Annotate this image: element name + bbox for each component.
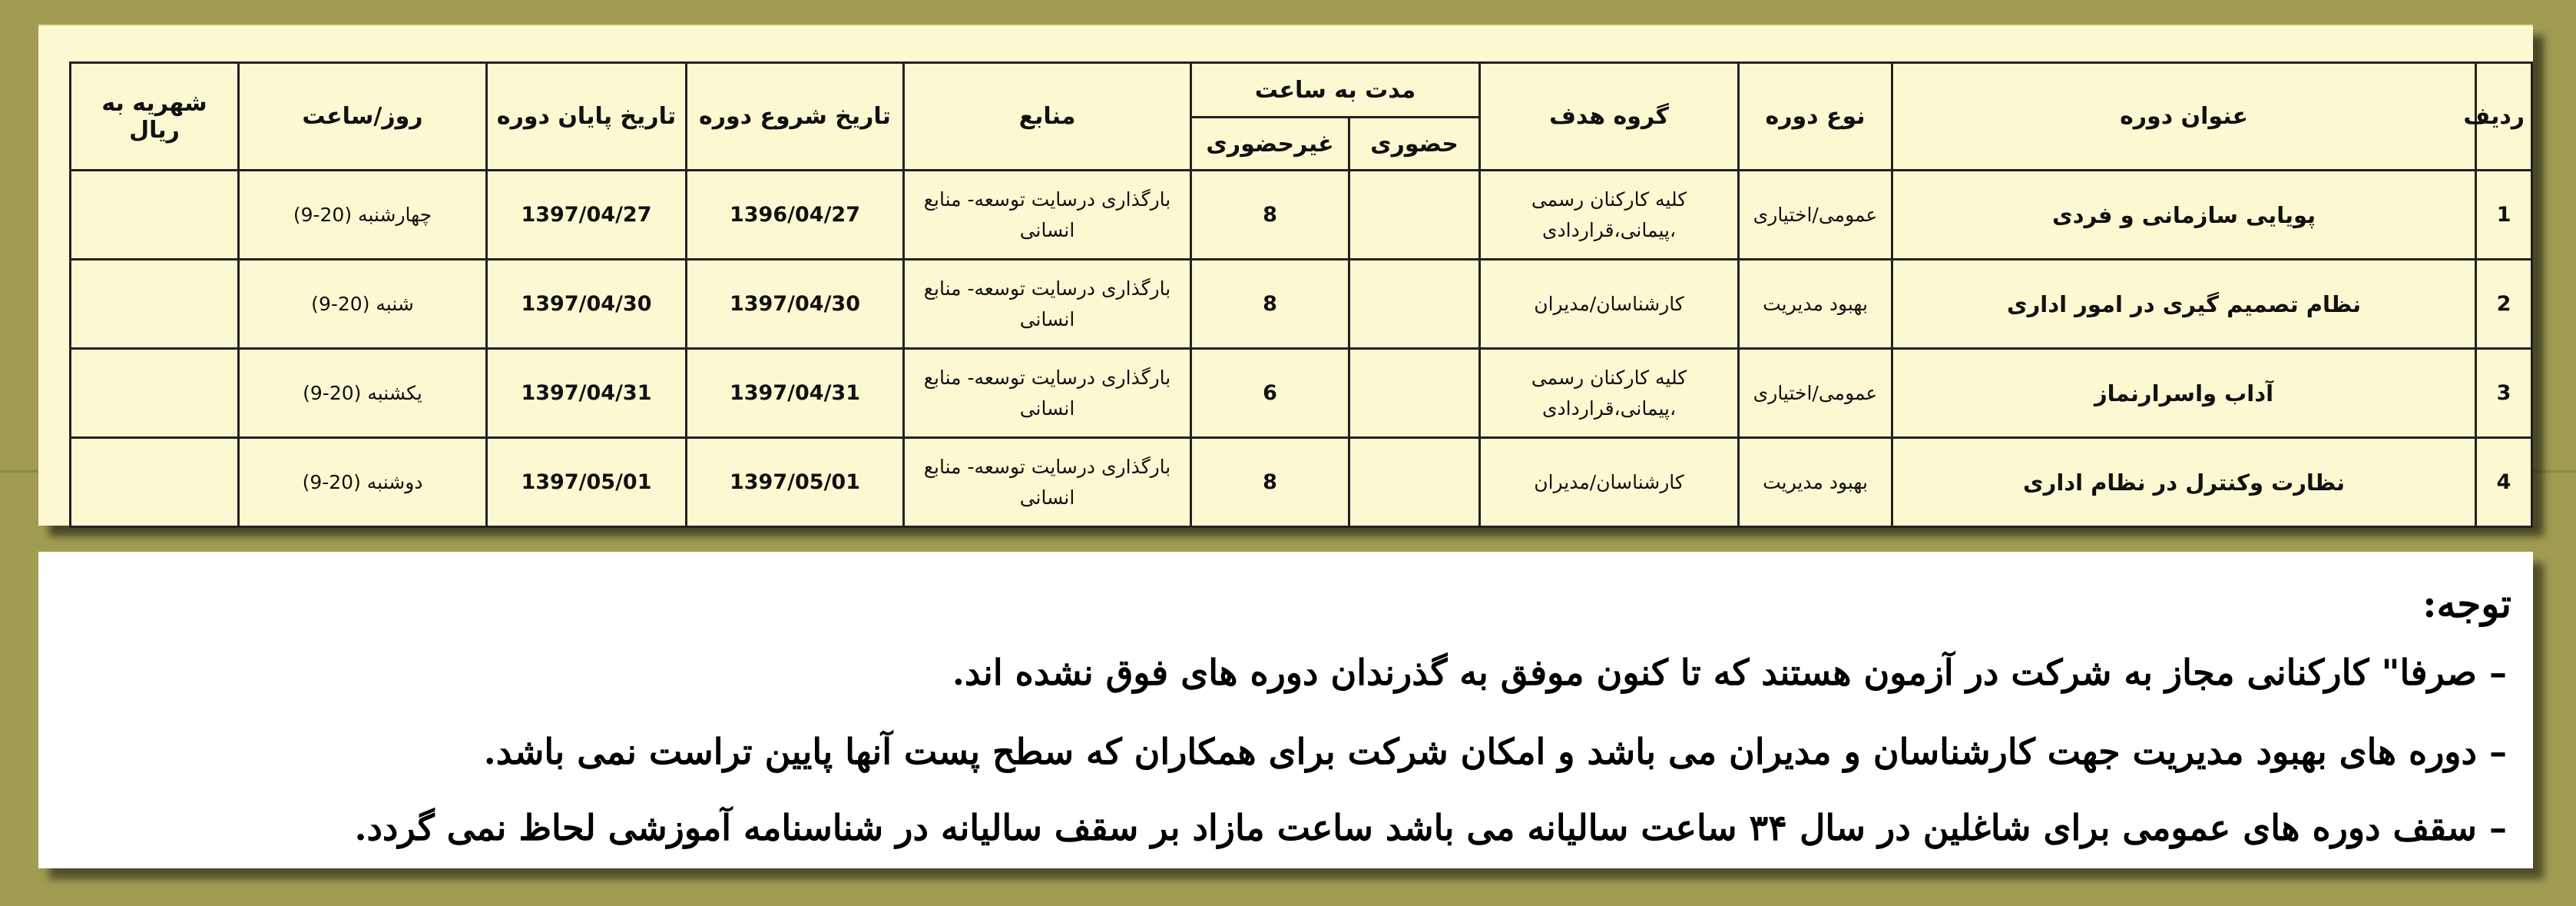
cell-title: آداب واسرارنماز — [1892, 349, 2476, 438]
table-row — [71, 349, 2532, 438]
cell-end-date: 1397/04/30 — [487, 260, 687, 349]
cell-type: بهبود مدیریت — [1739, 260, 1892, 349]
cell-start-date: 1397/05/01 — [687, 438, 904, 527]
table-row — [71, 438, 2532, 527]
table-row — [71, 260, 2532, 349]
header-day-time: روز/ساعت — [239, 63, 487, 171]
notes-title: توجه: — [2422, 581, 2511, 626]
cell-start-date: 1397/04/31 — [687, 349, 904, 438]
cell-type: عمومی/اختیاری — [1739, 349, 1892, 438]
header-title: عنوان دوره — [1892, 63, 2476, 171]
note-line: – سقف دوره های عمومی برای شاغلین در سال ۳۴ ساعت سالیانه می باشد ساعت مازاد بر سقف سالیانه در شناسنامه آموزشی لحاظ نمی گردد. — [354, 807, 2507, 848]
table-row — [71, 171, 2532, 260]
header-resources: منابع — [904, 63, 1191, 171]
cell-fee — [71, 260, 239, 349]
cell-in-person — [1349, 171, 1480, 260]
cell-row-no: 2 — [2476, 260, 2532, 349]
cell-in-person — [1349, 349, 1480, 438]
cell-day-time: دوشنبه (20-9) — [239, 438, 487, 527]
cell-in-person — [1349, 438, 1480, 527]
cell-type: عمومی/اختیاری — [1739, 171, 1892, 260]
cell-resources: بارگذاری درسایت توسعه- منابع انسانی — [904, 260, 1191, 349]
cell-fee — [71, 438, 239, 527]
cell-resources: بارگذاری درسایت توسعه- منابع انسانی — [904, 349, 1191, 438]
cell-row-no: 4 — [2476, 438, 2532, 527]
cell-start-date: 1397/04/30 — [687, 260, 904, 349]
cell-end-date: 1397/04/27 — [487, 171, 687, 260]
cell-row-no: 3 — [2476, 349, 2532, 438]
cell-online: 6 — [1191, 349, 1349, 438]
header-end-date: تاریخ پایان دوره — [487, 63, 687, 171]
header-type: نوع دوره — [1739, 63, 1892, 171]
note-line: – دوره های بهبود مدیریت جهت کارشناسان و مدیران می باشد و امکان شرکت برای همکاران که سطح پست آنها پایین تراست نمی باشد. — [483, 731, 2507, 772]
cell-end-date: 1397/04/31 — [487, 349, 687, 438]
header-duration: مدت به ساعت — [1191, 63, 1480, 118]
courses-table-card — [38, 25, 2533, 526]
cell-type: بهبود مدیریت — [1739, 438, 1892, 527]
cell-day-time: شنبه (20-9) — [239, 260, 487, 349]
note-line: – صرفا" کارکنانی مجاز به شرکت در آزمون هستند که تا کنون موفق به گذرندان دوره های فوق نشده اند. — [952, 652, 2507, 693]
cell-resources: بارگذاری درسایت توسعه- منابع انسانی — [904, 438, 1191, 527]
cell-fee — [71, 349, 239, 438]
cell-online: 8 — [1191, 260, 1349, 349]
cell-day-time: چهارشنبه (20-9) — [239, 171, 487, 260]
cell-title: نظارت وکنترل در نظام اداری — [1892, 438, 2476, 527]
cell-resources: بارگذاری درسایت توسعه- منابع انسانی — [904, 171, 1191, 260]
cell-title: نظام تصمیم گیری در امور اداری — [1892, 260, 2476, 349]
cell-start-date: 1396/04/27 — [687, 171, 904, 260]
cell-fee — [71, 171, 239, 260]
cell-target: کارشناسان/مدیران — [1480, 438, 1739, 527]
cell-target: کلیه کارکنان رسمی ،پیمانی،قراردادی — [1480, 171, 1739, 260]
header-in-person: حضوری — [1349, 118, 1480, 171]
notes-panel — [38, 552, 2533, 868]
cell-target: کارشناسان/مدیران — [1480, 260, 1739, 349]
cell-row-no: 1 — [2476, 171, 2532, 260]
cell-online: 8 — [1191, 438, 1349, 527]
header-start-date: تاریخ شروع دوره — [687, 63, 904, 171]
cell-end-date: 1397/05/01 — [487, 438, 687, 527]
cell-target: کلیه کارکنان رسمی ،پیمانی،قراردادی — [1480, 349, 1739, 438]
cell-day-time: یکشنبه (20-9) — [239, 349, 487, 438]
header-online: غیرحضوری — [1191, 118, 1349, 171]
cell-in-person — [1349, 260, 1480, 349]
cell-title: پویایی سازمانی و فردی — [1892, 171, 2476, 260]
courses-table — [69, 61, 2533, 528]
header-row-no: ردیف — [2476, 63, 2532, 171]
cell-online: 8 — [1191, 171, 1349, 260]
header-target: گروه هدف — [1480, 63, 1739, 171]
header-fee: شهریه به ریال — [71, 63, 239, 171]
